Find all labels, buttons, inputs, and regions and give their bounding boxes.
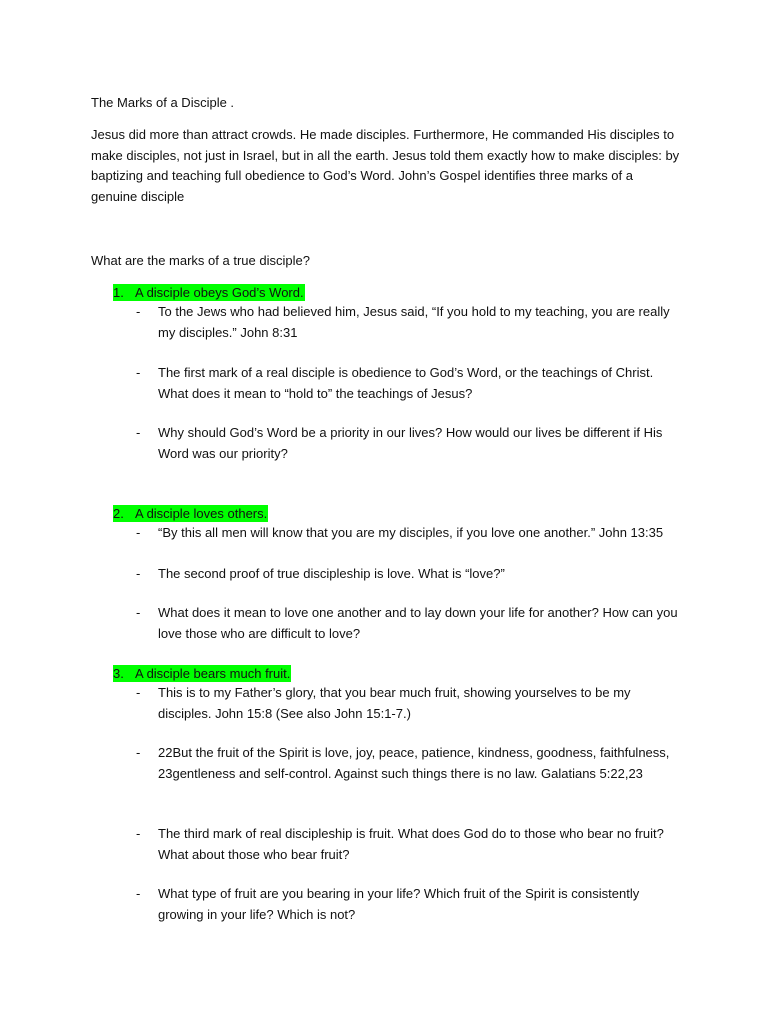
document-title: The Marks of a Disciple . [91,95,235,110]
bullet-text: 22But the fruit of the Spirit is love, joy, peace, patience, kindness, goodness, faithfulness, 23gentleness and self-control. Against such things there is no law. Galatians 5:22,23 [158,745,670,781]
section-heading-text: A disciple loves others. [135,506,268,521]
intro-paragraph: Jesus did more than attract crowds. He made disciples. Furthermore, He commanded His disciples to make disciples, not just in Israel, but in all the earth. Jesus told them exactly how to make disciples: by baptizing and teaching full obedience to God’s Word. John’s Gospel identifies three marks of a genuine disciple [91,127,680,204]
question-line: What are the marks of a true disciple? [91,253,310,268]
bullet-text: What type of fruit are you bearing in your life? Which fruit of the Spirit is consistently growing in your life? Which is not? [158,886,640,922]
bullet-dash: - [136,886,141,901]
bullet-text: What does it mean to love one another and to lay down your life for another? How can you love those who are difficult to love? [158,605,678,641]
section-heading-3 [113,664,291,684]
bullet-dash: - [136,605,141,620]
bullet-text: The third mark of real discipleship is fruit. What does God do to those who bear no fruit? What about those who bear fruit? [158,826,664,862]
section-number: 1. [113,285,124,300]
bullet-item [136,423,681,464]
bullet-item [136,564,681,585]
section-heading-1 [113,283,305,303]
bullet-text: The first mark of a real disciple is obedience to God’s Word, or the teachings of Christ. What does it mean to “hold to” the teachings of Jesus? [158,365,654,401]
bullet-dash: - [136,745,141,760]
bullet-text: To the Jews who had believed him, Jesus said, “If you hold to my teaching, you are really my disciples.” John 8:31 [158,304,670,340]
highlight-marker [113,284,305,301]
bullet-item [136,683,681,724]
bullet-dash: - [136,525,141,540]
section-heading-text: A disciple bears much fruit. [135,666,291,681]
bullet-dash: - [136,685,141,700]
bullet-text: “By this all men will know that you are my disciples, if you love one another.” John 13:35 [158,525,664,540]
bullet-dash: - [136,304,141,319]
bullet-item [136,302,681,343]
bullet-item [136,523,681,544]
bullet-dash: - [136,365,141,380]
bullet-item [136,363,681,404]
bullet-item [136,743,681,784]
bullet-dash: - [136,425,141,440]
highlight-marker [113,665,291,682]
bullet-item [136,824,681,865]
bullet-item [136,603,681,644]
bullet-text: The second proof of true discipleship is love. What is “love?” [158,566,505,581]
bullet-text: This is to my Father’s glory, that you bear much fruit, showing yourselves to be my disciples. John 15:8 (See also John 15:1-7.) [158,685,631,721]
section-heading-2 [113,504,268,524]
section-heading-text: A disciple obeys God’s Word. [135,285,304,300]
section-number: 2. [113,506,124,521]
bullet-dash: - [136,826,141,841]
bullet-text: Why should God’s Word be a priority in our lives? How would our lives be different if His Word was our priority? [158,425,663,461]
highlight-marker [113,505,268,522]
bullet-item [136,884,681,925]
section-number: 3. [113,666,124,681]
bullet-dash: - [136,566,141,581]
